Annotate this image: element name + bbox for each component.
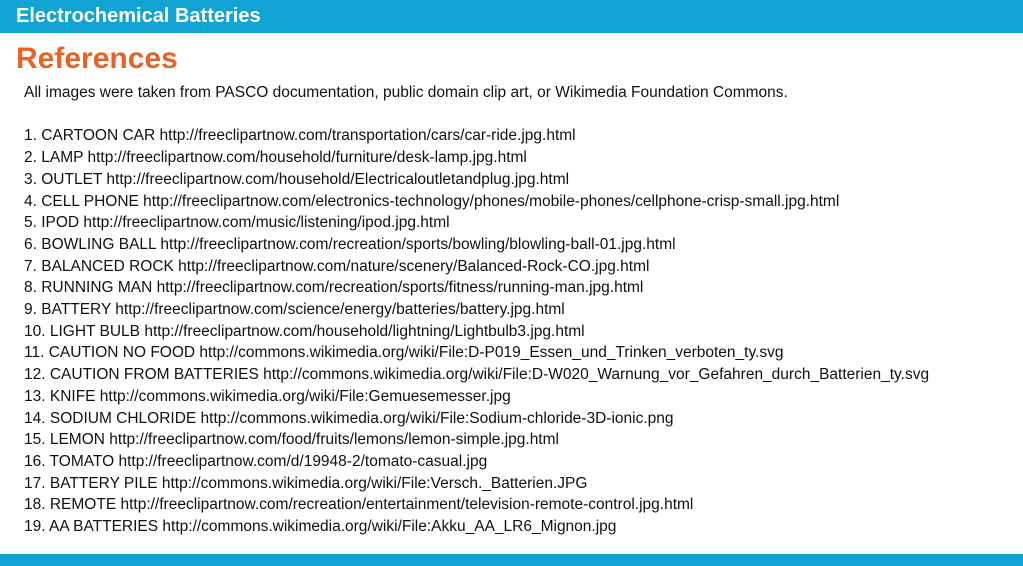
reference-item: 5. IPOD http://freeclipartnow.com/music/listening/ipod.jpg.html	[24, 214, 450, 232]
reference-item: 13. KNIFE http://commons.wikimedia.org/wiki/File:Gemuesemesser.jpg	[24, 387, 511, 405]
reference-item: 3. OUTLET http://freeclipartnow.com/household/Electricaloutletandplug.jpg.html	[24, 170, 570, 188]
reference-item: 4. CELL PHONE http://freeclipartnow.com/electronics-technology/phones/mobile-phones/cellphone-crisp-small.jpg.html	[24, 192, 840, 210]
reference-item: 8. RUNNING MAN http://freeclipartnow.com/recreation/sports/fitness/running-man.jpg.html	[24, 279, 644, 297]
reference-item: 14. SODIUM CHLORIDE http://commons.wikimedia.org/wiki/File:Sodium-chloride-3D-ionic.png	[24, 409, 674, 427]
slide-content	[24, 82, 1014, 538]
reference-item: 11. CAUTION NO FOOD http://commons.wikimedia.org/wiki/File:D-P019_Essen_und_Trinken_verboten_ty.svg	[24, 344, 784, 362]
reference-item: 2. LAMP http://freeclipartnow.com/household/furniture/desk-lamp.jpg.html	[24, 149, 527, 167]
header-title: Electrochemical Batteries	[16, 5, 261, 27]
reference-item: 9. BATTERY http://freeclipartnow.com/science/energy/batteries/battery.jpg.html	[24, 301, 565, 319]
reference-item: 6. BOWLING BALL http://freeclipartnow.com/recreation/sports/bowling/blowling-ball-01.jpg.html	[24, 235, 676, 253]
reference-item: 15. LEMON http://freeclipartnow.com/food/fruits/lemons/lemon-simple.jpg.html	[24, 431, 559, 449]
reference-item: 1. CARTOON CAR http://freeclipartnow.com/transportation/cars/car-ride.jpg.html	[24, 127, 576, 145]
footer-bar	[0, 554, 1023, 566]
reference-list	[24, 125, 1014, 537]
intro-text: All images were taken from PASCO documentation, public domain clip art, or Wikimedia Foundation Commons.	[24, 84, 788, 101]
reference-item: 19. AA BATTERIES http://commons.wikimedia.org/wiki/File:Akku_AA_LR6_Mignon.jpg	[24, 518, 617, 536]
reference-item: 18. REMOTE http://freeclipartnow.com/recreation/entertainment/television-remote-control.jpg.html	[24, 496, 694, 514]
reference-item: 16. TOMATO http://freeclipartnow.com/d/19948-2/tomato-casual.jpg	[24, 452, 488, 470]
page-title: References	[16, 42, 178, 75]
reference-item: 12. CAUTION FROM BATTERIES http://commons.wikimedia.org/wiki/File:D-W020_Warnung_vor_Gefahren_durch_Batterien_ty.svg	[24, 366, 930, 384]
header-bar	[0, 0, 1023, 33]
reference-item: 17. BATTERY PILE http://commons.wikimedia.org/wiki/File:Versch._Batterien.JPG	[24, 474, 588, 492]
reference-item: 10. LIGHT BULB http://freeclipartnow.com/household/lightning/Lightbulb3.jpg.html	[24, 322, 585, 340]
reference-item: 7. BALANCED ROCK http://freeclipartnow.com/nature/scenery/Balanced-Rock-CO.jpg.html	[24, 257, 650, 275]
